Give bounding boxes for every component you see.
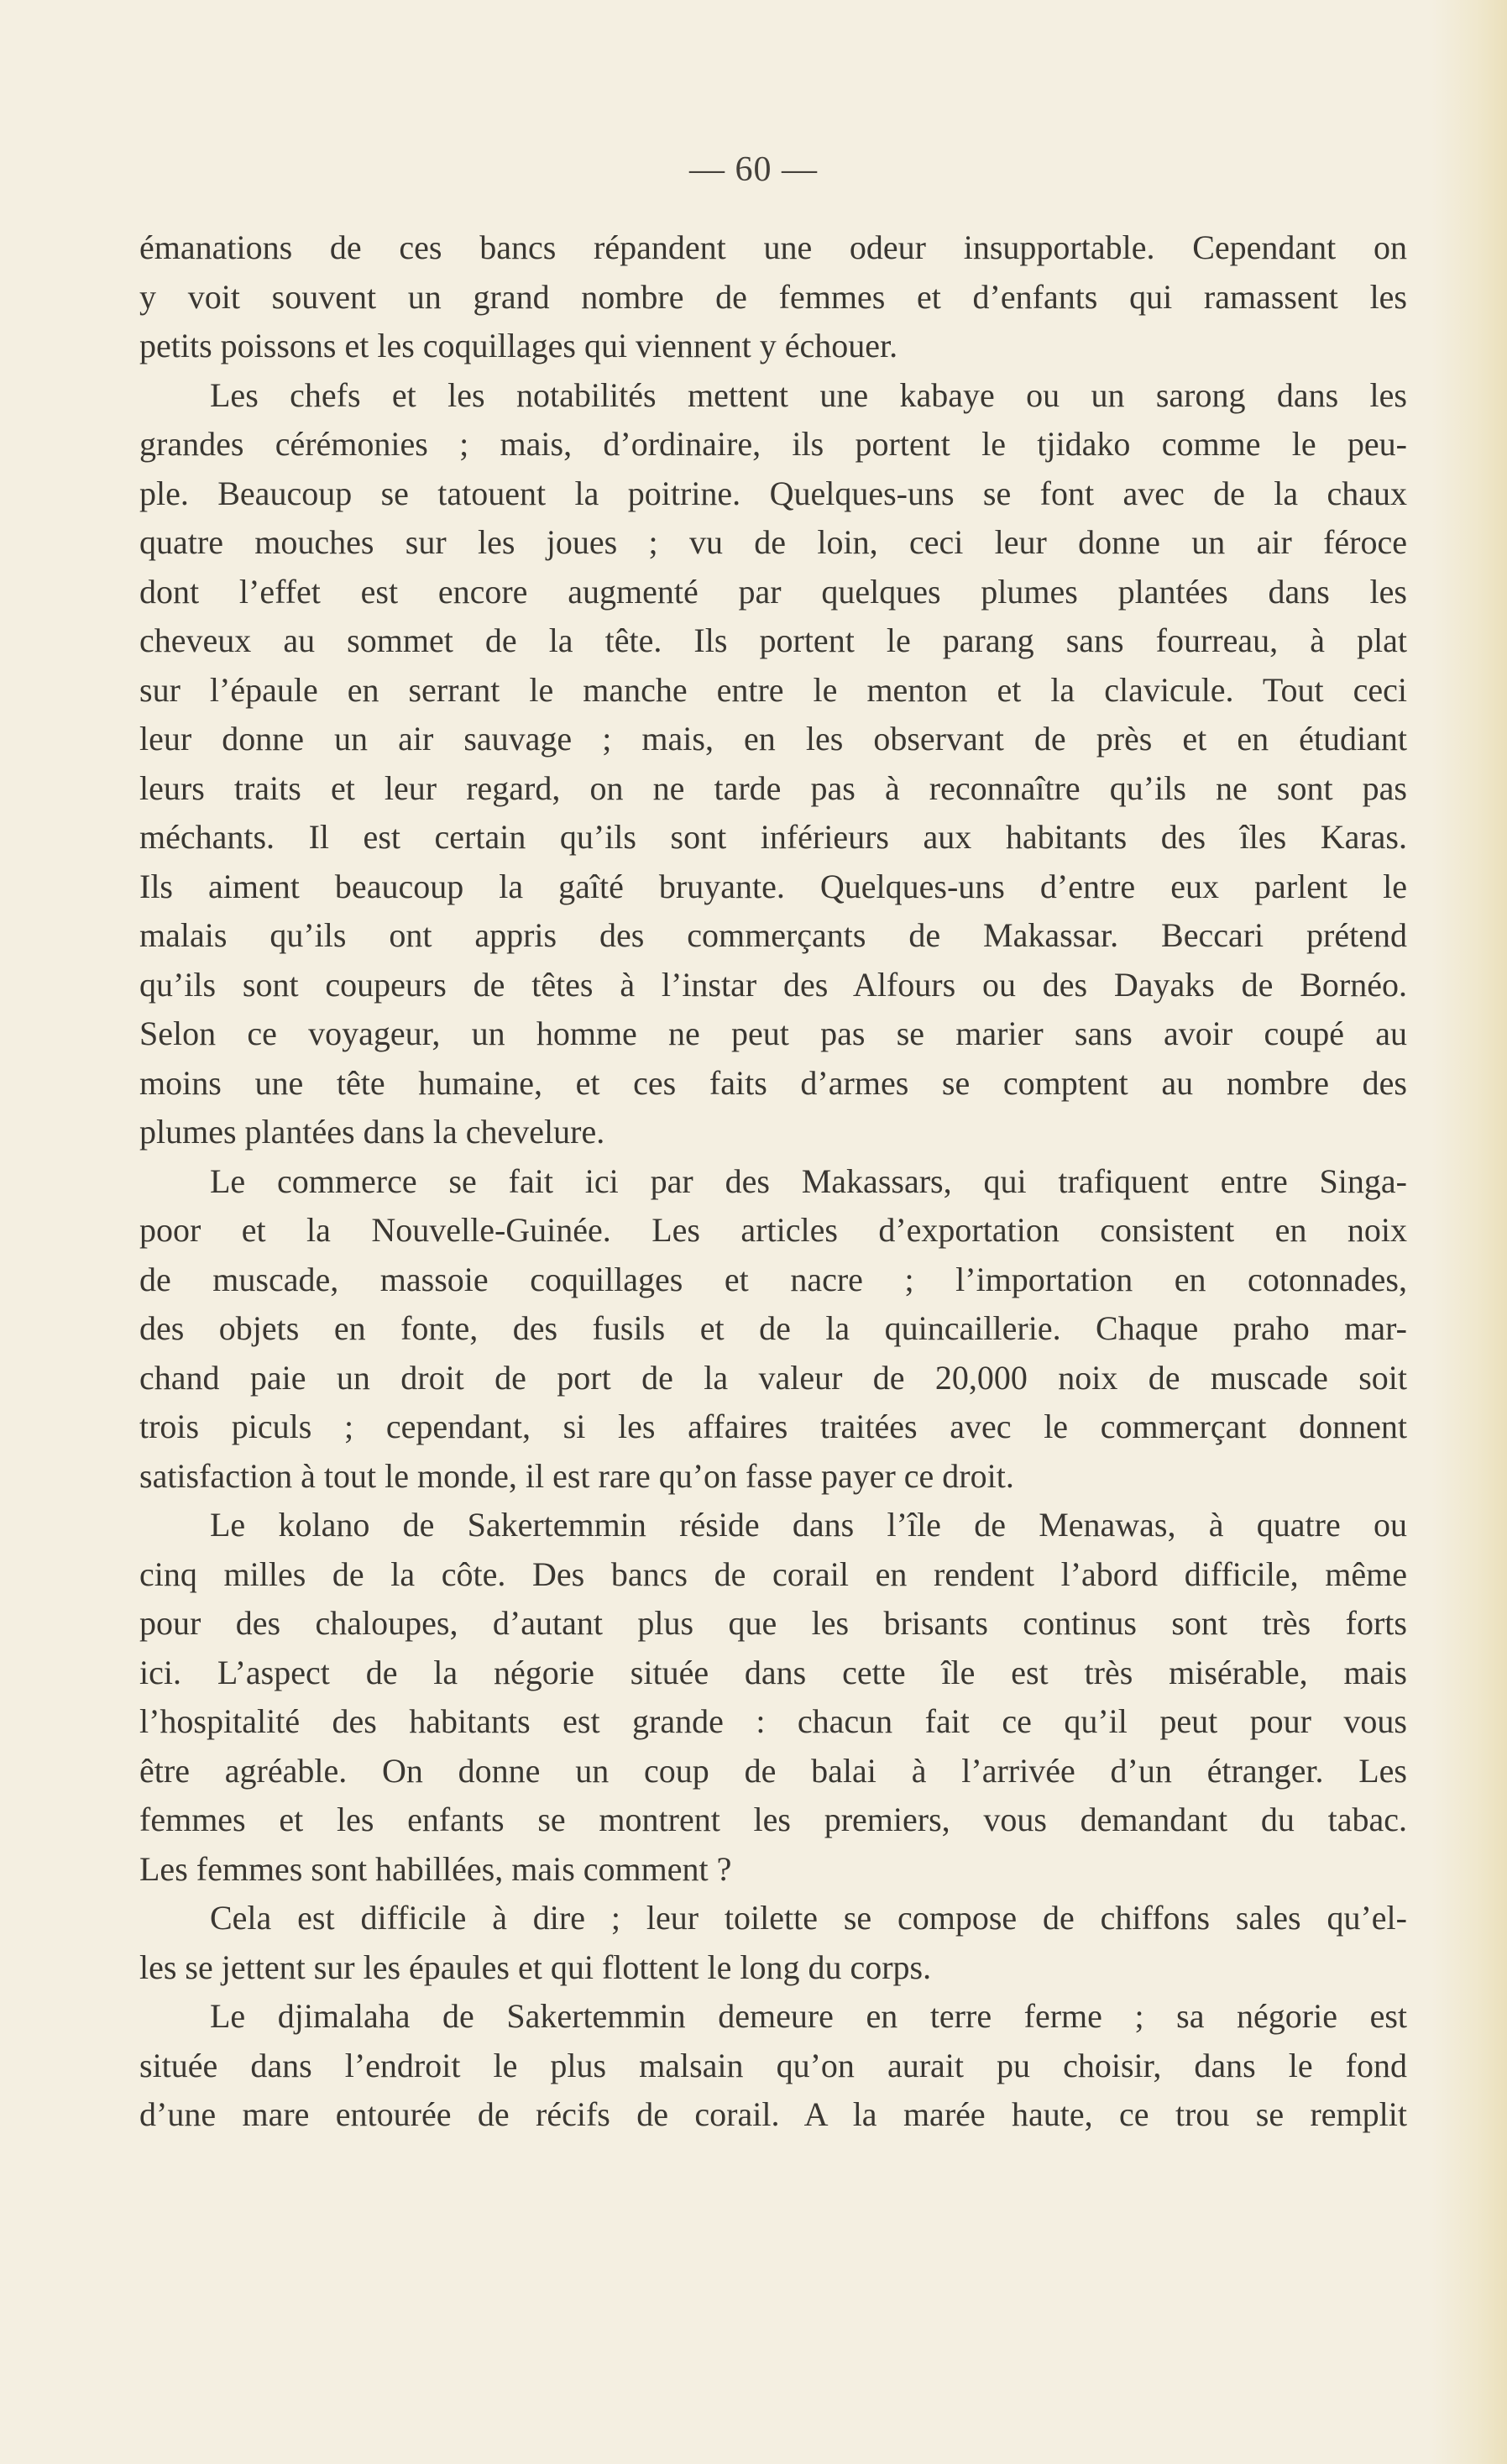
page-edge-shading bbox=[1431, 0, 1507, 2464]
text-line: émanations de ces bancs répandent une odeur insupportable. Cependant on bbox=[139, 228, 1407, 266]
paragraph-first-line: Le commerce se fait ici par des Makassars, qui trafiquent entre Singa- bbox=[210, 1161, 1407, 1200]
text-line: grandes cérémonies ; mais, d’ordinaire, ils portent le tjidako comme le peu- bbox=[139, 425, 1407, 463]
body-text bbox=[139, 223, 1407, 2140]
text-line: malais qu’ils ont appris des commerçants de Makassar. Beccari prétend bbox=[139, 916, 1407, 954]
text-line: qu’ils sont coupeurs de têtes à l’instar des Alfours ou des Dayaks de Bornéo. bbox=[139, 965, 1407, 1004]
text-line: poor et la Nouvelle-Guinée. Les articles d’exportation consistent en noix bbox=[139, 1211, 1407, 1249]
page-number: — 60 — bbox=[689, 150, 818, 189]
text-line: y voit souvent un grand nombre de femmes et d’enfants qui ramassent les bbox=[139, 277, 1407, 316]
text-line: chand paie un droit de port de la valeur de 20,000 noix de muscade soit bbox=[139, 1358, 1407, 1397]
text-line: dont l’effet est encore augmenté par quelques plumes plantées dans les bbox=[139, 572, 1407, 611]
text-line: être agréable. On donne un coup de balai à l’arrivée d’un étranger. Les bbox=[139, 1751, 1407, 1790]
text-line: ple. Beaucoup se tatouent la poitrine. Quelques-uns se font avec de la chaux bbox=[139, 474, 1407, 512]
text-line: méchants. Il est certain qu’ils sont inférieurs aux habitants des îles Karas. bbox=[139, 818, 1407, 856]
text-line: pour des chaloupes, d’autant plus que les brisants continus sont très forts bbox=[139, 1604, 1407, 1642]
text-line: satisfaction à tout le monde, il est rare qu’on fasse payer ce droit. bbox=[139, 1456, 1014, 1495]
paragraph-first-line: Le kolano de Sakertemmin réside dans l’île de Menawas, à quatre ou bbox=[210, 1506, 1407, 1544]
text-line: trois piculs ; cependant, si les affaires traitées avec le commerçant donnent bbox=[139, 1408, 1407, 1445]
text-line: moins une tête humaine, et ces faits d’armes se comptent au nombre des bbox=[139, 1063, 1407, 1102]
text-line: quatre mouches sur les joues ; vu de loin, ceci leur donne un air féroce bbox=[139, 523, 1407, 561]
paragraph-first-line: Les chefs et les notabilités mettent une kabaye ou un sarong dans les bbox=[210, 375, 1407, 414]
text-line: leurs traits et leur regard, on ne tarde pas à reconnaître qu’ils ne sont pas bbox=[139, 768, 1407, 807]
text-line: située dans l’endroit le plus malsain qu’on aurait pu choisir, dans le fond bbox=[139, 2046, 1407, 2084]
text-line: Selon ce voyageur, un homme ne peut pas se marier sans avoir coupé au bbox=[139, 1014, 1407, 1052]
text-line: Les femmes sont habillées, mais comment ? bbox=[139, 1849, 732, 1888]
text-line: ici. L’aspect de la négorie située dans cette île est très misérable, mais bbox=[139, 1653, 1407, 1691]
text-line: l’hospitalité des habitants est grande : chacun fait ce qu’il peut pour vous bbox=[139, 1702, 1407, 1740]
paragraph-first-line: Cela est difficile à dire ; leur toilette se compose de chiffons sales qu’el- bbox=[210, 1899, 1407, 1937]
text-line: Ils aiment beaucoup la gaîté bruyante. Quelques-uns d’entre eux parlent le bbox=[139, 867, 1407, 905]
text-line: leur donne un air sauvage ; mais, en les observant de près et en étudiant bbox=[139, 720, 1407, 758]
text-line: femmes et les enfants se montrent les premiers, vous demandant du tabac. bbox=[139, 1801, 1407, 1838]
paragraph-first-line: Le djimalaha de Sakertemmin demeure en terre ferme ; sa négorie est bbox=[210, 1997, 1407, 2035]
text-line: cinq milles de la côte. Des bancs de corail en rendent l’abord difficile, même bbox=[139, 1554, 1407, 1593]
text-line: de muscade, massoie coquillages et nacre ; l’importation en cotonnades, bbox=[139, 1260, 1407, 1298]
text-line: cheveux au sommet de la tête. Ils portent le parang sans fourreau, à plat bbox=[139, 621, 1407, 659]
text-line: des objets en fonte, des fusils et de la quincaillerie. Chaque praho mar- bbox=[139, 1309, 1407, 1347]
text-line: d’une mare entourée de récifs de corail. A la marée haute, ce trou se remplit bbox=[139, 2095, 1407, 2133]
text-line: les se jettent sur les épaules et qui flottent le long du corps. bbox=[139, 1948, 932, 1986]
text-line: petits poissons et les coquillages qui viennent y échouer. bbox=[139, 327, 898, 364]
text-line: sur l’épaule en serrant le manche entre le menton et la clavicule. Tout ceci bbox=[139, 670, 1407, 709]
text-line: plumes plantées dans la chevelure. bbox=[139, 1113, 605, 1151]
